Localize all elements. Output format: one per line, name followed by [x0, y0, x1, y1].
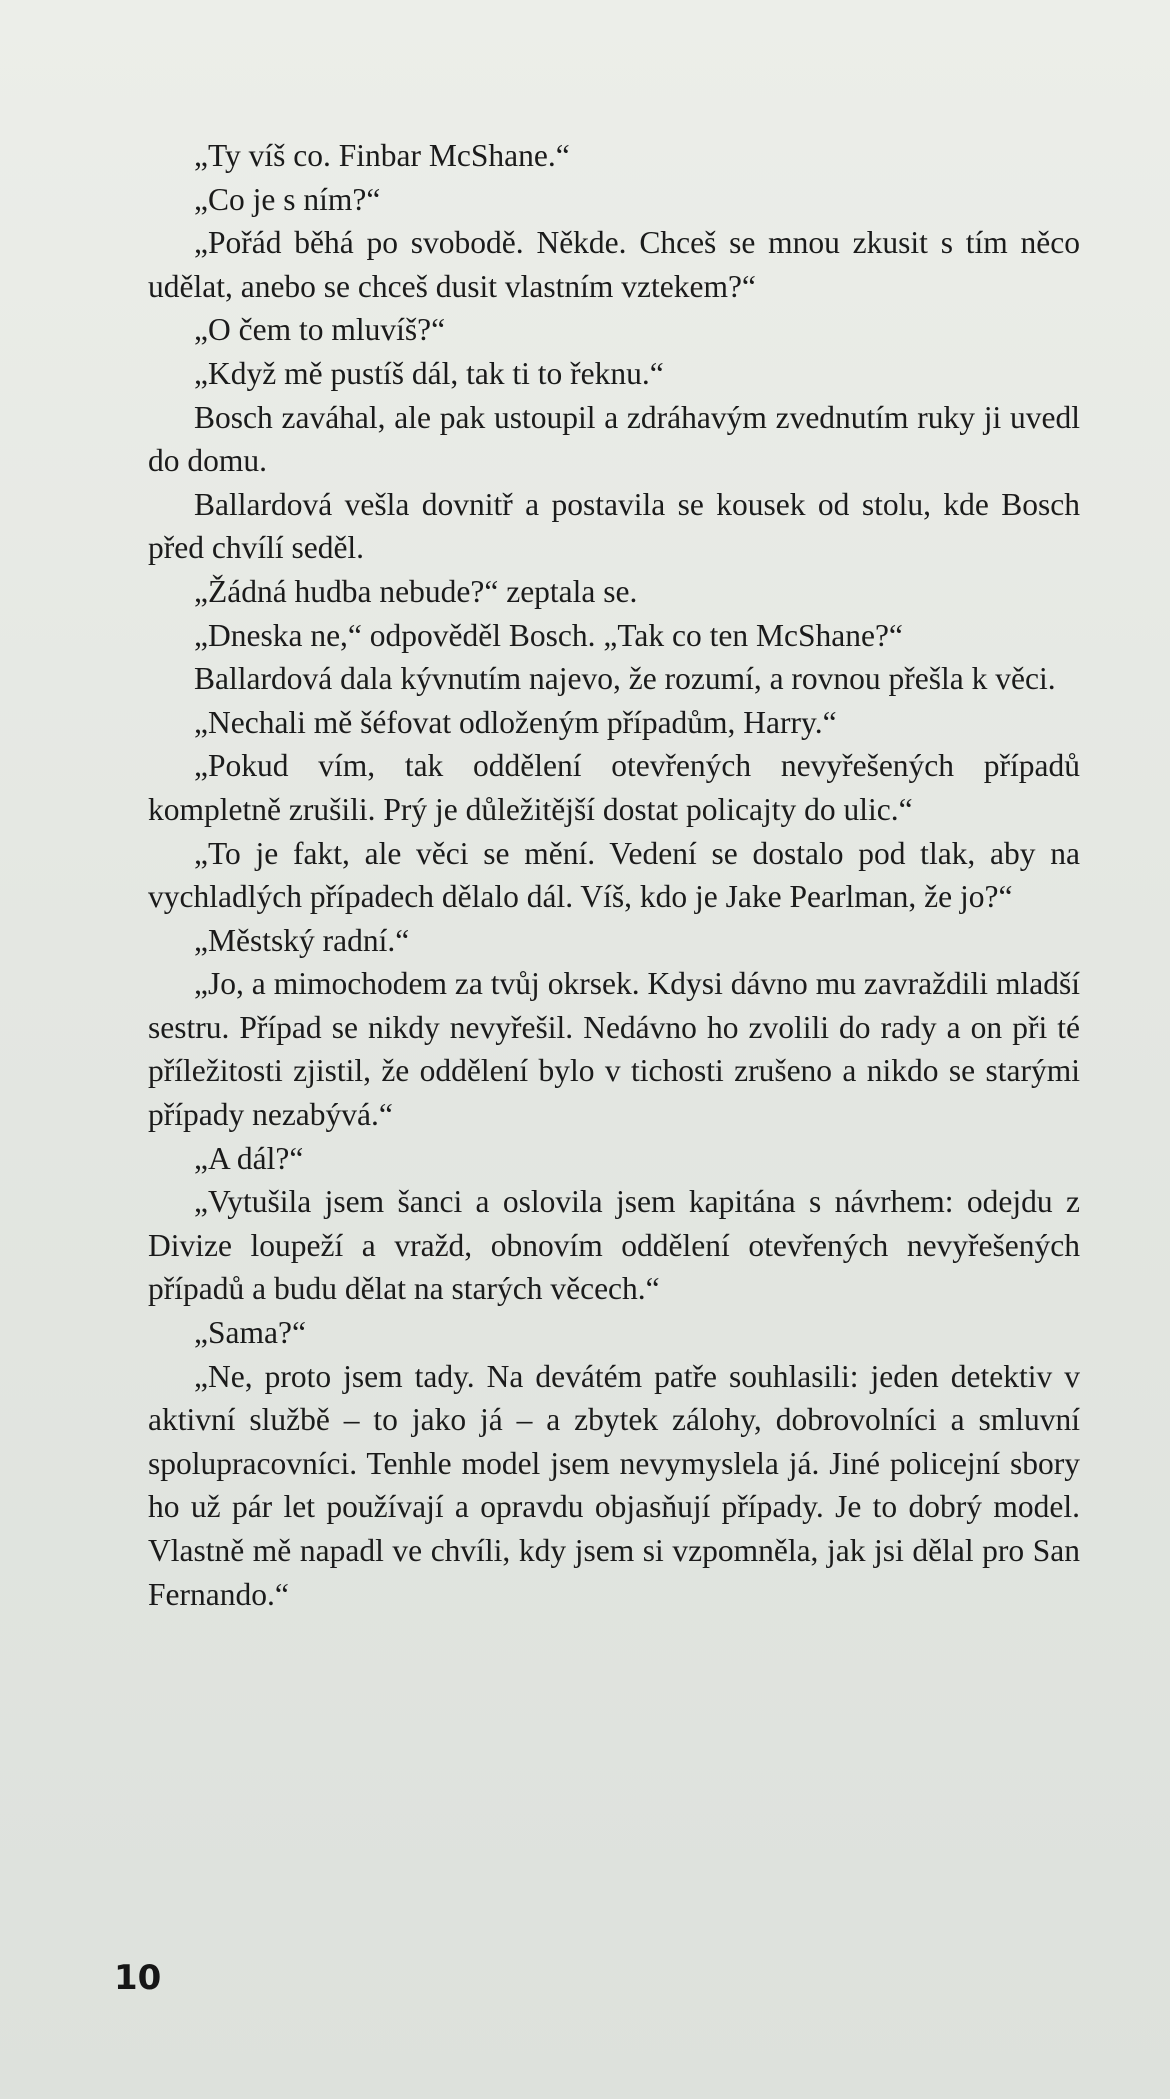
paragraph: „Sama?“ — [194, 1315, 306, 1351]
page-number: 10 — [114, 1958, 162, 1998]
body-text — [148, 134, 1080, 1616]
paragraph: „Dneska ne,“ odpověděl Bosch. „Tak co ten McShane?“ — [194, 617, 903, 653]
paragraph: „Ty víš co. Finbar McShane.“ — [194, 138, 570, 173]
paragraph: „Nechali mě šéfovat odloženým případům, Harry.“ — [194, 704, 837, 740]
paragraph: Ballardová vešla dovnitř a postavila se kousek od stolu, kde Bosch před chvílí seděl. — [148, 486, 1080, 566]
paragraph: „O čem to mluvíš?“ — [194, 312, 446, 348]
paragraph: Ballardová dala kývnutím najevo, že rozumí, a rovnou přešla k věci. — [194, 661, 1056, 697]
paragraph: „Vytušila jsem šanci a oslovila jsem kapitána s návrhem: odejdu z Divize loupeží a vražd, obnovím oddělení otevřených nevyřešených případů a budu dělat na starých věcech.“ — [148, 1184, 1080, 1307]
paragraph: „Ne, proto jsem tady. Na devátém patře souhlasili: jeden detektiv v aktivní službě – to jako já – a zbytek zálohy, dobrovolníci a smluvní spolupracovníci. Tenhle model jsem nevymyslela já. Jiné policejní sbory ho už pár let používají a opravdu objasňují případy. Je to dobrý model. Vlastně mě napadl ve chvíli, kdy jsem si vzpomněla, jak jsi dělal pro San Fernando.“ — [148, 1358, 1080, 1612]
paragraph: „A dál?“ — [194, 1140, 304, 1176]
paragraph: „Městský radní.“ — [194, 922, 410, 958]
paragraph: „To je fakt, ale věci se mění. Vedení se dostalo pod tlak, aby na vychladlých případech dělalo dál. Víš, kdo je Jake Pearlman, že jo?“ — [148, 835, 1080, 915]
paragraph: „Když mě pustíš dál, tak ti to řeknu.“ — [194, 355, 664, 391]
paragraph: „Žádná hudba nebude?“ zeptala se. — [194, 573, 638, 609]
paragraph: „Pokud vím, tak oddělení otevřených nevyřešených případů kompletně zrušili. Prý je důležitější dostat policajty do ulic.“ — [148, 748, 1080, 827]
paragraph: Bosch zaváhal, ale pak ustoupil a zdráhavým zvednutím ruky ji uvedl do domu. — [148, 399, 1080, 479]
paragraph: „Co je s ním?“ — [194, 181, 381, 217]
paragraph: „Jo, a mimochodem za tvůj okrsek. Kdysi dávno mu zavraždili mladší sestru. Případ se nikdy nevyřešil. Nedávno ho zvolili do rady a on při té příležitosti zjistil, že oddělení bylo v tichosti zrušeno a nikdo se starými případy nezabývá.“ — [148, 966, 1080, 1133]
paragraph: „Pořád běhá po svobodě. Někde. Chceš se mnou zkusit s tím něco udělat, anebo se chceš dusit vlastním vztekem?“ — [148, 225, 1080, 304]
